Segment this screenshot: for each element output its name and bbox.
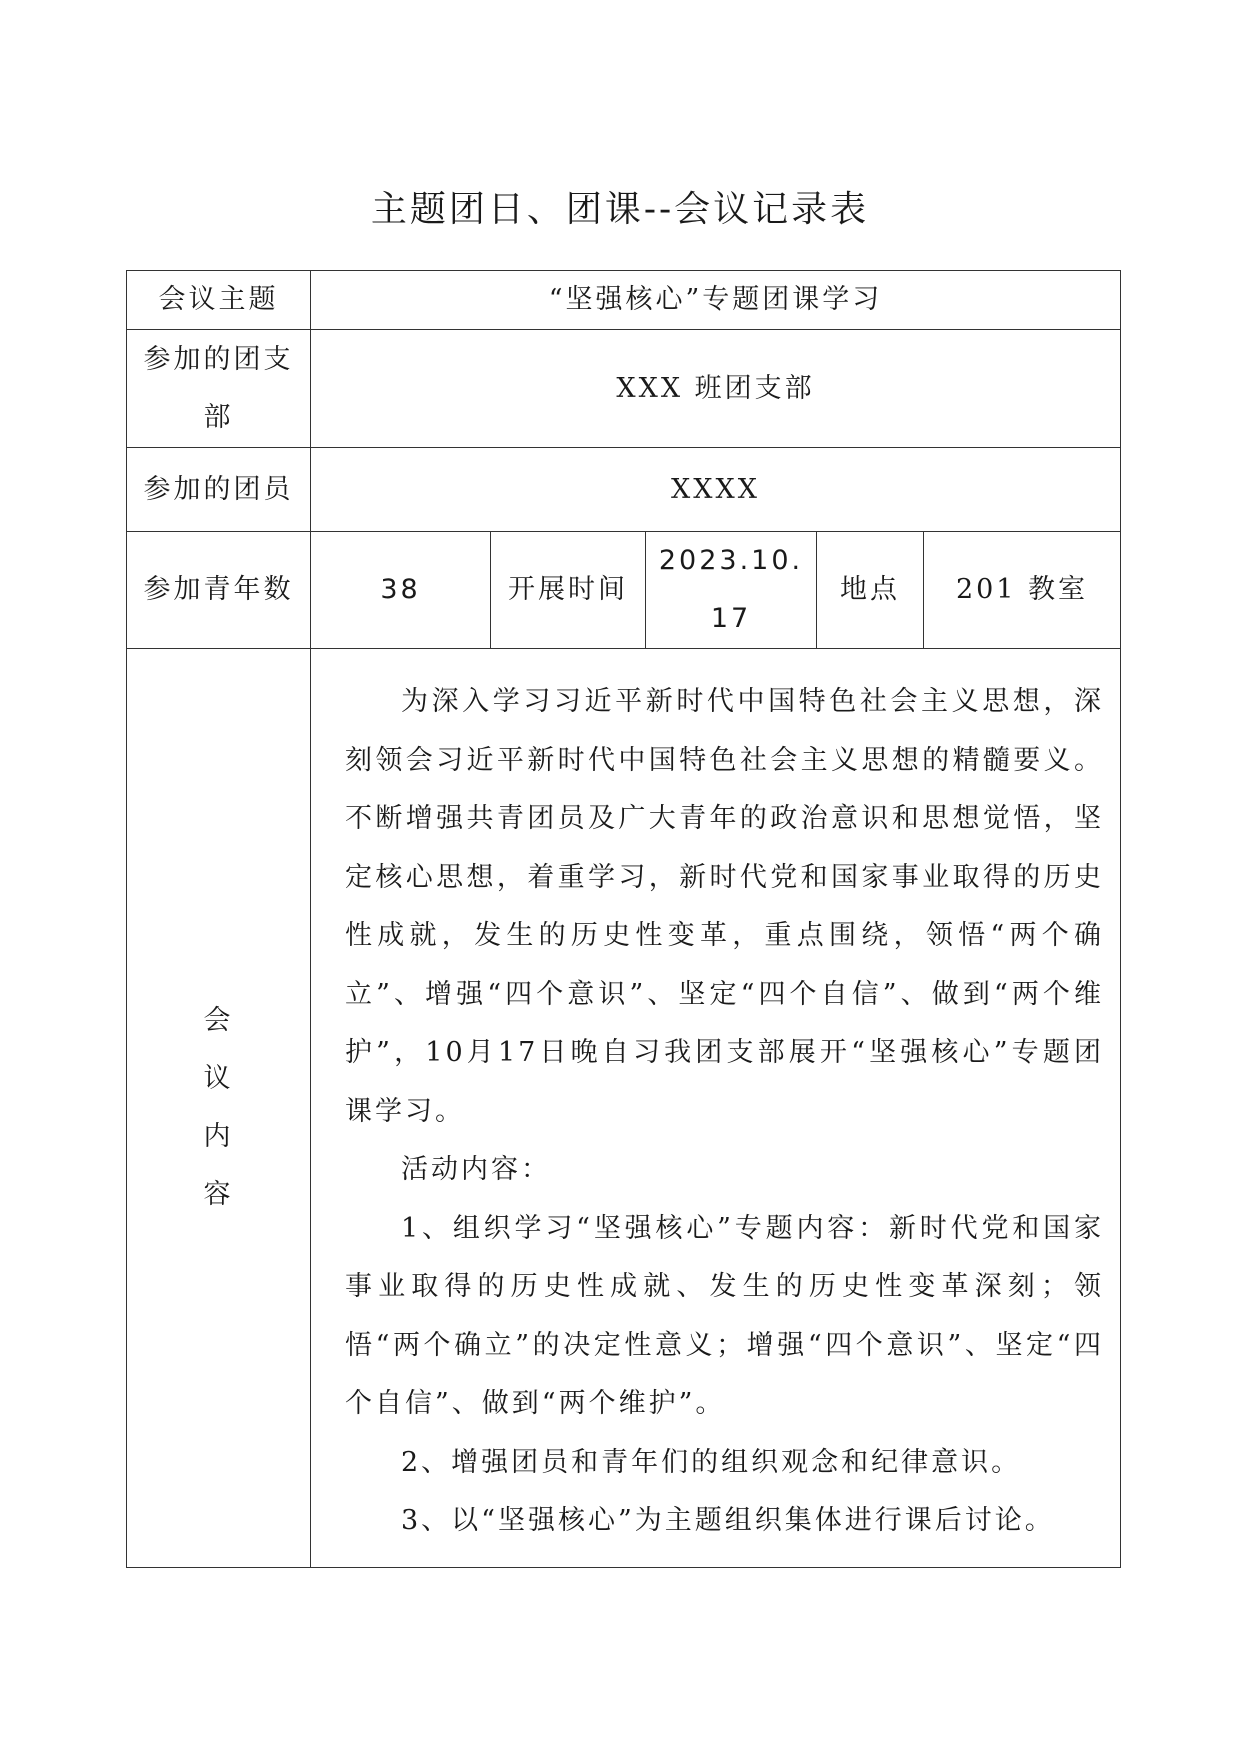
label-content-char: 会 [203,1005,234,1036]
content-paragraph: 1、组织学习“坚强核心”专题内容：新时代党和国家事业取得的历史性成就、发生的历史性变革深刻；领悟“两个确立”的决定性意义；增强“四个意识”、坚定“四个自信”、做到“两个维护”。 [345,1212,1104,1420]
row-members [127,448,1121,532]
label-content-char: 容 [203,1179,234,1210]
value-members: XXXX [311,448,1121,532]
row-content [127,649,1121,1568]
content-paragraph: 2、增强团员和青年们的组织观念和纪律意识。 [401,1446,1022,1478]
label-location: 地点 [817,532,924,649]
label-youth-count: 参加青年数 [127,532,311,649]
label-meeting-topic: 会议主题 [127,271,311,330]
label-branch: 参加的团支部 [127,330,311,448]
row-details [127,532,1121,649]
meeting-content [311,649,1121,1568]
value-time: 2023.10.17 [646,532,817,649]
row-branch [127,330,1121,448]
label-content-char: 议 [203,1063,234,1094]
value-youth-count: 38 [311,532,491,649]
label-time: 开展时间 [491,532,646,649]
content-paragraph: 活动内容： [401,1154,551,1186]
row-meeting-topic [127,271,1121,330]
page-title: 主题团日、团课--会议记录表 [370,189,870,230]
meeting-record-table [126,270,1121,1568]
label-content-char: 内 [203,1121,234,1152]
content-paragraph: 3、以“坚强核心”为主题组织集体进行课后讨论。 [401,1505,1055,1537]
content-paragraph: 为深入学习习近平新时代中国特色社会主义思想，深刻领会习近平新时代中国特色社会主义思想的精髓要义。不断增强共青团员及广大青年的政治意识和思想觉悟，坚定核心思想，着重学习，新时代党和国家事业取得的历史性成就，发生的历史性变革，重点围绕，领悟“两个确立”、增强“四个意识”、坚定“四个自信”、做到“两个维护”，10月17日晚自习我团支部展开“坚强核心”专题团课学习。 [345,686,1104,1127]
value-branch: XXX 班团支部 [311,330,1121,448]
value-meeting-topic: “坚强核心”专题团课学习 [311,271,1121,330]
label-content [127,649,311,1568]
label-members: 参加的团员 [127,448,311,532]
value-location: 201 教室 [924,532,1121,649]
